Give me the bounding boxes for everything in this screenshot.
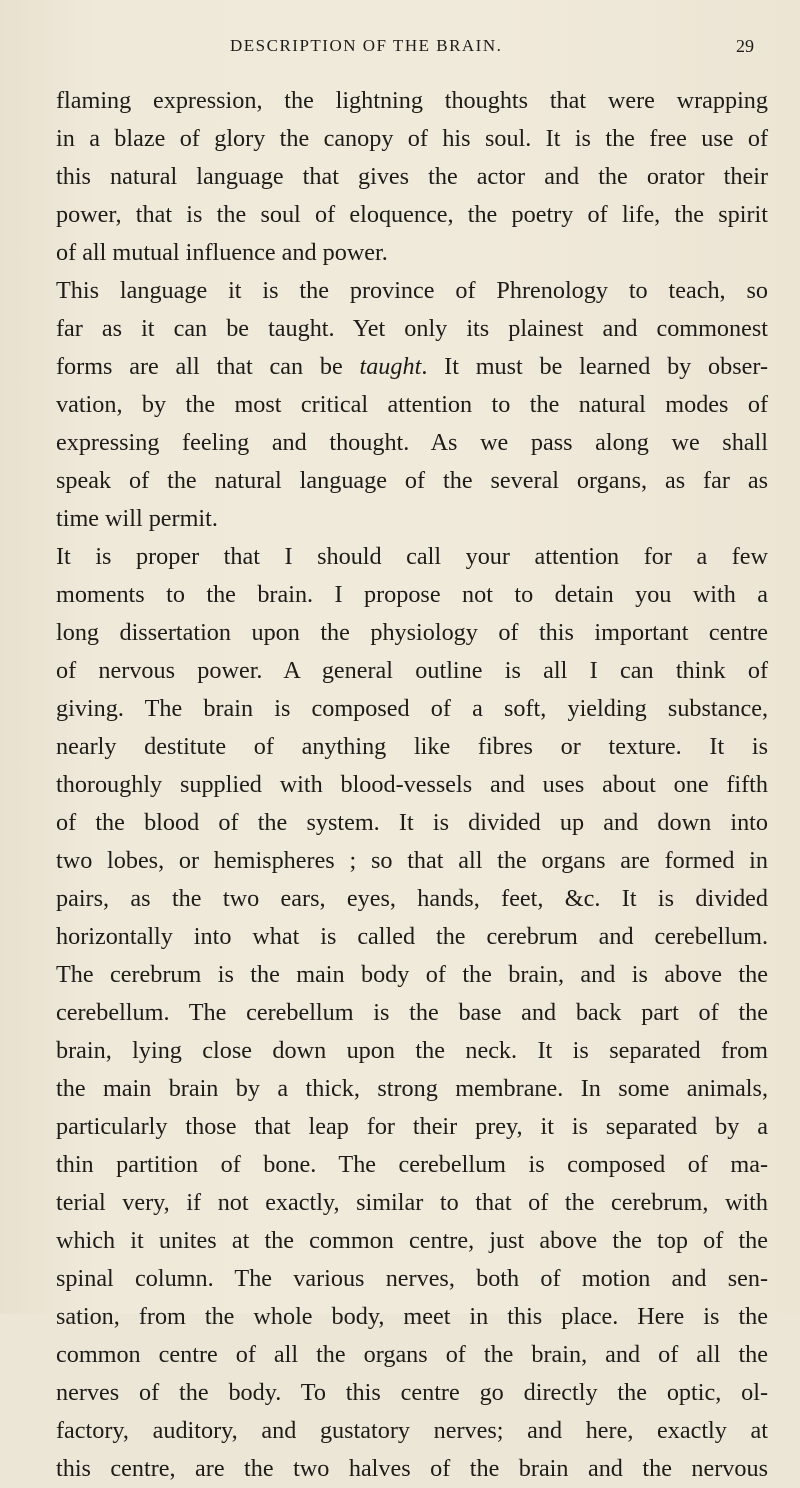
text-line: the main brain by a thick, strong membrane. In some animals, bbox=[56, 1075, 768, 1102]
text-line: power, that is the soul of eloquence, the poetry of life, the spirit bbox=[56, 201, 768, 228]
text-line: This language it is the province of Phrenology to teach, so bbox=[56, 277, 768, 304]
text-line: long dissertation upon the physiology of this important centre bbox=[56, 619, 768, 646]
text-line: in a blaze of glory the canopy of his soul. It is the free use of bbox=[56, 125, 768, 152]
text-line: cerebellum. The cerebellum is the base and back part of the bbox=[56, 999, 768, 1026]
text-line: factory, auditory, and gustatory nerves; and here, exactly at bbox=[56, 1417, 768, 1444]
text-line: It is proper that I should call your attention for a few bbox=[56, 543, 768, 570]
text-fragment: forms are all that can be bbox=[56, 353, 360, 380]
text-line: pairs, as the two ears, eyes, hands, feet, &c. It is divided bbox=[56, 885, 768, 912]
running-title: DESCRIPTION OF THE BRAIN. bbox=[230, 36, 503, 55]
text-line: of nervous power. A general outline is all I can think of bbox=[56, 657, 768, 684]
text-line: far as it can be taught. Yet only its plainest and commonest bbox=[56, 315, 768, 342]
italic-word: taught bbox=[359, 353, 422, 380]
page-number: 29 bbox=[736, 36, 754, 56]
text-fragment: . It must be learned by obser- bbox=[421, 353, 769, 380]
text-line: nerves of the body. To this centre go directly the optic, ol- bbox=[56, 1379, 768, 1406]
text-line: expressing feeling and thought. As we pass along we shall bbox=[56, 429, 768, 456]
text-line: two lobes, or hemispheres ; so that all the organs are formed in bbox=[56, 847, 768, 874]
text-line: which it unites at the common centre, just above the top of the bbox=[56, 1227, 768, 1254]
text-line: this natural language that gives the actor and the orator their bbox=[56, 163, 768, 190]
text-line: flaming expression, the lightning thoughts that were wrapping bbox=[56, 87, 768, 114]
text-line: horizontally into what is called the cerebrum and cerebellum. bbox=[56, 923, 768, 950]
text-line: this centre, are the two halves of the brain and the nervous bbox=[56, 1455, 768, 1482]
text-line bbox=[56, 348, 768, 386]
text-line: of the blood of the system. It is divided up and down into bbox=[56, 809, 768, 836]
text-line: thin partition of bone. The cerebellum is composed of ma- bbox=[56, 1151, 768, 1178]
text-line: particularly those that leap for their prey, it is separated by a bbox=[56, 1113, 768, 1140]
text-line: common centre of all the organs of the brain, and of all the bbox=[56, 1341, 768, 1368]
running-head bbox=[0, 36, 800, 66]
text-line: terial very, if not exactly, similar to that of the cerebrum, with bbox=[56, 1189, 768, 1216]
text-line: sation, from the whole body, meet in this place. Here is the bbox=[56, 1303, 768, 1330]
text-line: The cerebrum is the main body of the brain, and is above the bbox=[56, 961, 768, 988]
text-line: giving. The brain is composed of a soft, yielding substance, bbox=[56, 695, 768, 722]
text-line: moments to the brain. I propose not to detain you with a bbox=[56, 581, 768, 608]
text-line: time will permit. bbox=[56, 505, 218, 532]
text-line: spinal column. The various nerves, both of motion and sen- bbox=[56, 1265, 768, 1292]
body-text bbox=[56, 82, 769, 1482]
text-line: speak of the natural language of the several organs, as far as bbox=[56, 467, 768, 494]
text-line: nearly destitute of anything like fibres or texture. It is bbox=[56, 733, 768, 760]
text-line: thoroughly supplied with blood-vessels and uses about one fifth bbox=[56, 771, 768, 798]
text-line: vation, by the most critical attention to the natural modes of bbox=[56, 391, 768, 418]
text-line: of all mutual influence and power. bbox=[56, 239, 388, 266]
text-line: brain, lying close down upon the neck. It is separated from bbox=[56, 1037, 768, 1064]
